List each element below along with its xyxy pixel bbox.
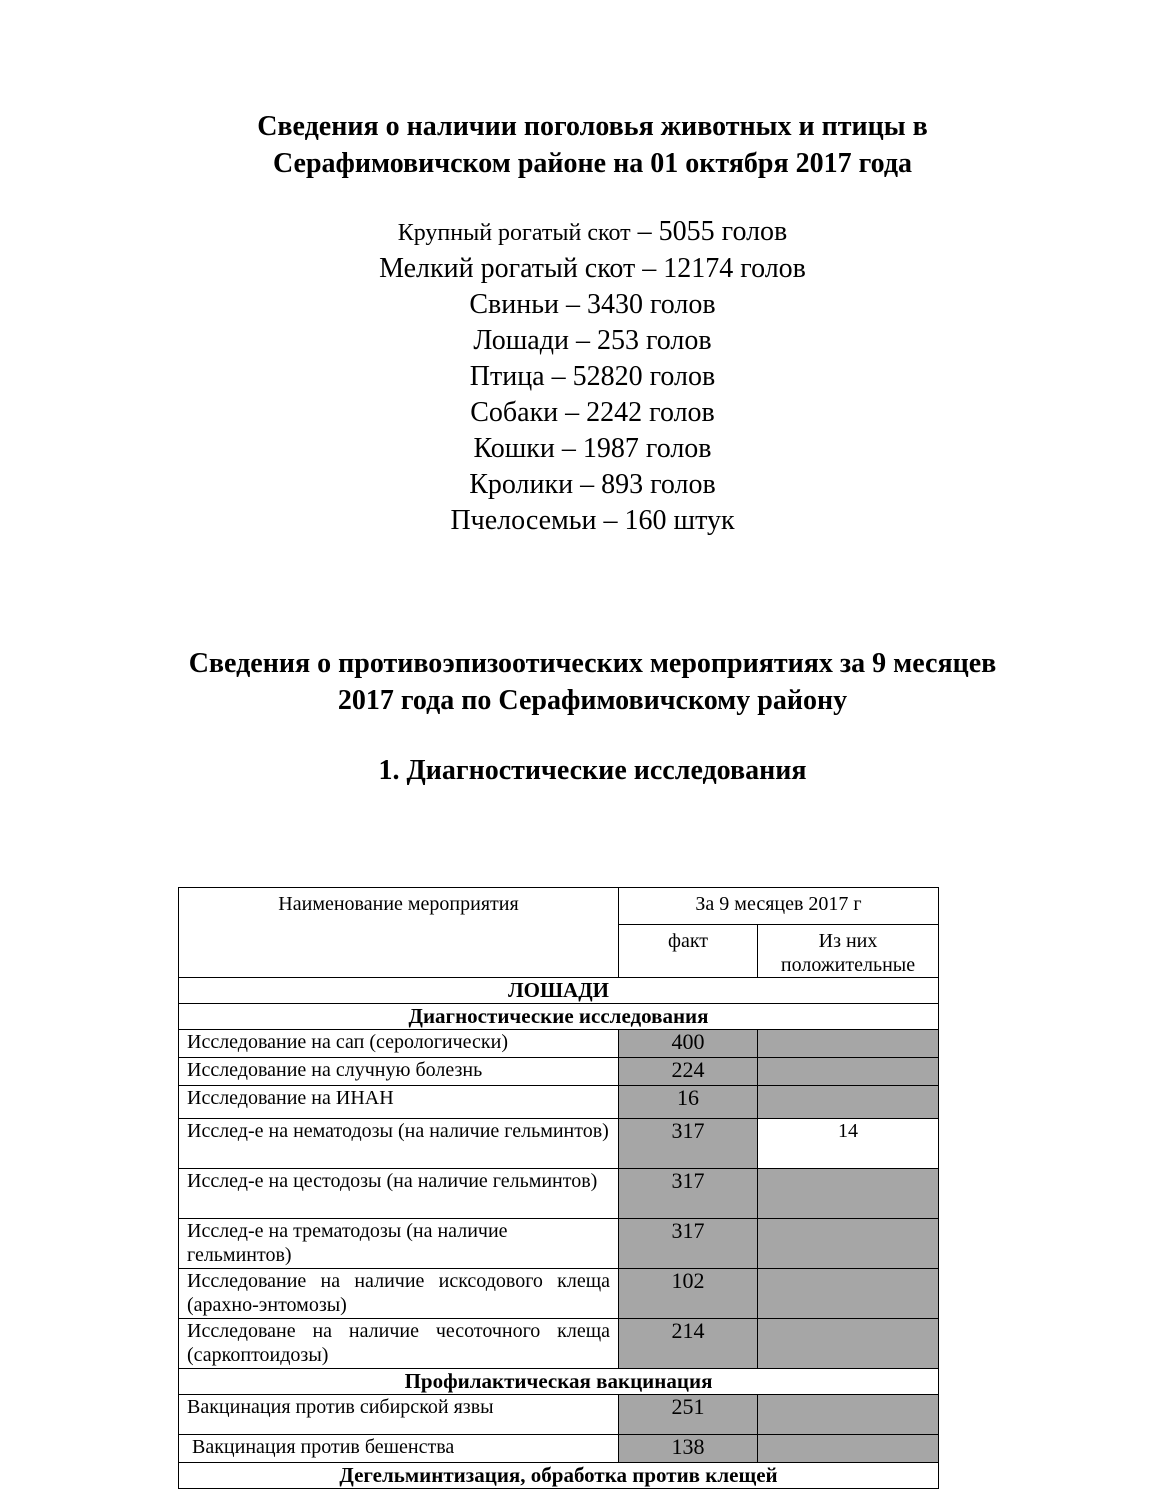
header-name: Наименование мероприятия [179, 888, 619, 978]
livestock-name: Кошки [473, 433, 555, 464]
title-line: Серафимовичском районе на 01 октября 2017 года [272, 148, 912, 179]
livestock-name: Кролики [469, 469, 574, 500]
row-fact: 251 [619, 1395, 758, 1435]
livestock-value: 3430 голов [587, 289, 716, 320]
table-row [179, 1435, 939, 1463]
title-line: Сведения о наличии поголовья животных и птицы в [257, 111, 928, 142]
row-fact: 317 [619, 1169, 758, 1219]
section-title [14, 645, 1157, 719]
livestock-item: Птица – 52820 голов [469, 361, 716, 392]
row-name: Исслед-е на трематодозы (на наличие гельминтов) [179, 1219, 619, 1269]
row-fact: 400 [619, 1030, 758, 1058]
row-positive [758, 1395, 939, 1435]
livestock-name: Птица [469, 361, 545, 392]
row-positive [758, 1030, 939, 1058]
row-positive [758, 1086, 939, 1119]
livestock-name: Собаки [470, 397, 559, 428]
section-header: Дегельминтизация, обработка против клещей [179, 1463, 939, 1489]
row-positive [758, 1435, 939, 1463]
row-name: Исследование на наличие исксодового клеща (арахно-энтомозы) [179, 1269, 619, 1319]
livestock-item: Пчелосемьи – 160 штук [450, 505, 735, 536]
row-name: Исслед-е на нематодозы (на наличие гельминтов) [179, 1119, 619, 1169]
table-row [179, 1319, 939, 1369]
row-positive [758, 1319, 939, 1369]
livestock-value: 253 голов [596, 325, 712, 356]
livestock-value: 1987 голов [582, 433, 712, 464]
row-name: Вакцинация против сибирской язвы [179, 1395, 619, 1435]
table-row [179, 1119, 939, 1169]
table-row [179, 1058, 939, 1086]
row-name: Исслед-е на цестодозы (на наличие гельминтов) [179, 1169, 619, 1219]
livestock-name: Свиньи [469, 289, 559, 320]
table-row [179, 1269, 939, 1319]
row-positive: 14 [758, 1119, 939, 1169]
page-title [14, 108, 1157, 182]
table-row [179, 1395, 939, 1435]
livestock-name: Крупный рогатый скот [397, 220, 631, 246]
row-positive [758, 1058, 939, 1086]
title-line: Сведения о противоэпизоотических мероприятиях за 9 месяцев [188, 648, 997, 679]
row-fact: 317 [619, 1219, 758, 1269]
section-header: Профилактическая вакцинация [179, 1369, 939, 1395]
livestock-name: Лошади [473, 325, 569, 356]
livestock-value: 52820 голов [572, 361, 716, 392]
row-fact: 224 [619, 1058, 758, 1086]
livestock-name: Пчелосемьи [450, 505, 597, 536]
row-name: Исследование на ИНАН [179, 1086, 619, 1119]
row-fact: 16 [619, 1086, 758, 1119]
row-name: Вакцинация против бешенства [179, 1435, 619, 1463]
livestock-item: Кошки – 1987 голов [473, 433, 712, 464]
table-row [179, 1219, 939, 1269]
livestock-item: Лошади – 253 голов [473, 325, 712, 356]
row-fact: 102 [619, 1269, 758, 1319]
animal-title: ЛОШАДИ [179, 978, 939, 1004]
livestock-item: Крупный рогатый скот – 5055 голов [397, 216, 788, 247]
row-fact: 138 [619, 1435, 758, 1463]
row-positive [758, 1169, 939, 1219]
livestock-item: Кролики – 893 голов [469, 469, 716, 500]
row-positive [758, 1269, 939, 1319]
row-fact: 214 [619, 1319, 758, 1369]
header-positive: Из них положительные [758, 925, 939, 978]
diagnostics-table [178, 887, 939, 1489]
livestock-value: 2242 голов [586, 397, 715, 428]
livestock-value: 893 голов [601, 469, 716, 500]
livestock-list [14, 214, 1157, 539]
title-line: 2017 года по Серафимовичскому району [337, 685, 848, 716]
table-row [179, 1086, 939, 1119]
livestock-value: 160 штук [624, 505, 735, 536]
section-header: Диагностические исследования [179, 1004, 939, 1030]
row-name: Исследоване на наличие чесоточного клеща (саркоптоидозы) [179, 1319, 619, 1369]
subsection-title: 1. Диагностические исследования [378, 755, 807, 786]
livestock-item: Свиньи – 3430 голов [469, 289, 716, 320]
livestock-item: Мелкий рогатый скот – 12174 голов [379, 253, 806, 284]
row-name: Исследование на случную болезнь [179, 1058, 619, 1086]
header-period: За 9 месяцев 2017 г [619, 888, 939, 925]
table-row [179, 1030, 939, 1058]
header-fact: факт [619, 925, 758, 978]
livestock-value: 12174 голов [663, 253, 806, 284]
row-name: Исследование на сап (серологически) [179, 1030, 619, 1058]
livestock-item: Собаки – 2242 голов [470, 397, 715, 428]
livestock-value: 5055 голов [658, 216, 788, 247]
table-row [179, 1169, 939, 1219]
livestock-name: Мелкий рогатый скот [379, 253, 636, 284]
row-positive [758, 1219, 939, 1269]
row-fact: 317 [619, 1119, 758, 1169]
